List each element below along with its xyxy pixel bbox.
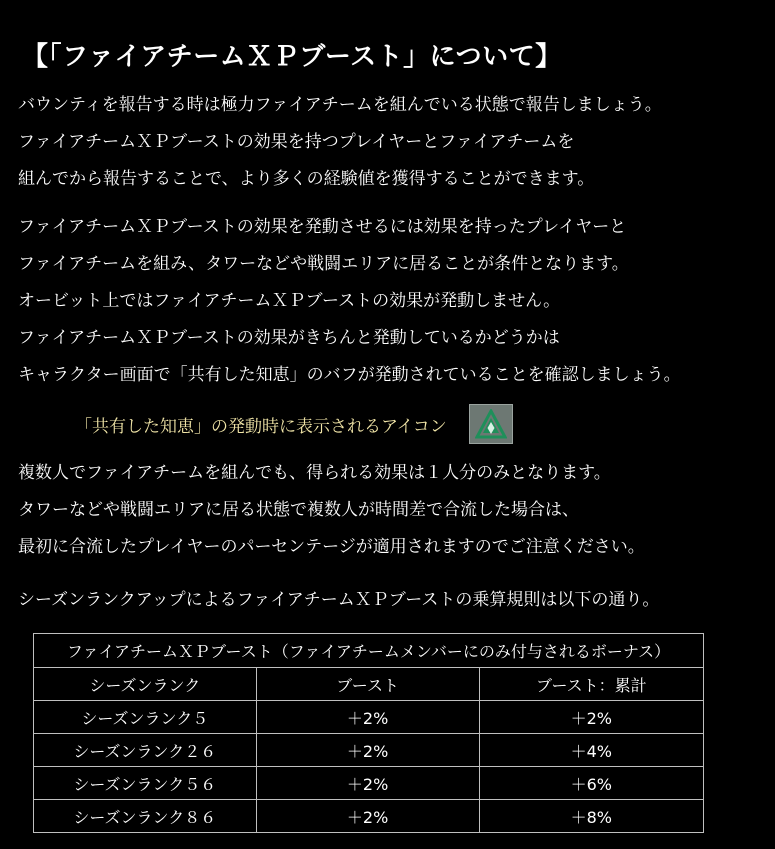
- table-row: [34, 800, 704, 833]
- season-rank-cell: シーズンランク５６: [34, 767, 257, 800]
- text-line: 最初に合流したプレイヤーのパーセンテージが適用されますのでご注意ください。: [18, 537, 645, 557]
- boost-cell: ＋2%: [256, 734, 479, 767]
- paragraph-report-bounties: [18, 87, 662, 198]
- table-caption-row: [34, 634, 704, 668]
- text-line: オービット上ではファイアチームＸＰブーストの効果が発動しません。: [18, 291, 561, 311]
- text-line: ファイアチームＸＰブーストの効果を持つプレイヤーとファイアチームを: [18, 132, 575, 152]
- page-title: 【「ファイアチームＸＰブースト」について】: [22, 42, 562, 72]
- text-line: シーズンランクアップによるファイアチームＸＰブーストの乗算規則は以下の通り。: [18, 590, 660, 610]
- paragraph-activation-conditions: [18, 209, 681, 394]
- boost-total-cell: ＋2%: [479, 701, 703, 734]
- boost-cell: ＋2%: [256, 800, 479, 833]
- season-rank-cell: シーズンランク５: [34, 701, 257, 734]
- text-line: 組んでから報告することで、より多くの経験値を獲得することができます。: [18, 169, 595, 189]
- column-header-boost: ブースト: [256, 668, 479, 701]
- table-caption: ファイアチームＸＰブースト（ファイアチームメンバーにのみ付与されるボーナス）: [34, 634, 704, 668]
- table-row: [34, 734, 704, 767]
- text-line: バウンティを報告する時は極力ファイアチームを組んでいる状態で報告しましょう。: [18, 95, 662, 115]
- shared-wisdom-icon: [469, 404, 513, 444]
- table-row: [34, 701, 704, 734]
- boost-total-cell: ＋4%: [479, 734, 703, 767]
- boost-cell: ＋2%: [256, 701, 479, 734]
- text-line: ファイアチームＸＰブーストの効果を発動させるには効果を持ったプレイヤーと: [18, 217, 627, 237]
- buff-icon-row: [75, 404, 513, 444]
- text-line: ファイアチームＸＰブーストの効果がきちんと発動しているかどうかは: [18, 328, 560, 348]
- text-line: タワーなどや戦闘エリアに居る状態で複数人が時間差で合流した場合は、: [18, 500, 579, 520]
- paragraph-multiple-players: [18, 455, 645, 566]
- season-rank-cell: シーズンランク２６: [34, 734, 257, 767]
- text-line: 複数人でファイアチームを組んでも、得られる効果は１人分のみとなります。: [18, 463, 611, 483]
- text-line: ファイアチームを組み、タワーなどや戦闘エリアに居ることが条件となります。: [18, 254, 629, 274]
- table-header-row: [34, 668, 704, 701]
- boost-total-cell: ＋8%: [479, 800, 703, 833]
- paragraph-multiplication-rules: [18, 582, 659, 619]
- icon-caption: 「共有した知恵」の発動時に表示されるアイコン: [75, 416, 447, 437]
- boost-total-cell: ＋6%: [479, 767, 703, 800]
- season-rank-cell: シーズンランク８６: [34, 800, 257, 833]
- column-header-season-rank: シーズンランク: [34, 668, 257, 701]
- text-line: キャラクター画面で「共有した知恵」のバフが発動されていることを確認しましょう。: [18, 365, 681, 385]
- boost-table: [33, 633, 704, 833]
- boost-cell: ＋2%: [256, 767, 479, 800]
- column-header-boost-total: ブースト：累計: [479, 668, 703, 701]
- table-row: [34, 767, 704, 800]
